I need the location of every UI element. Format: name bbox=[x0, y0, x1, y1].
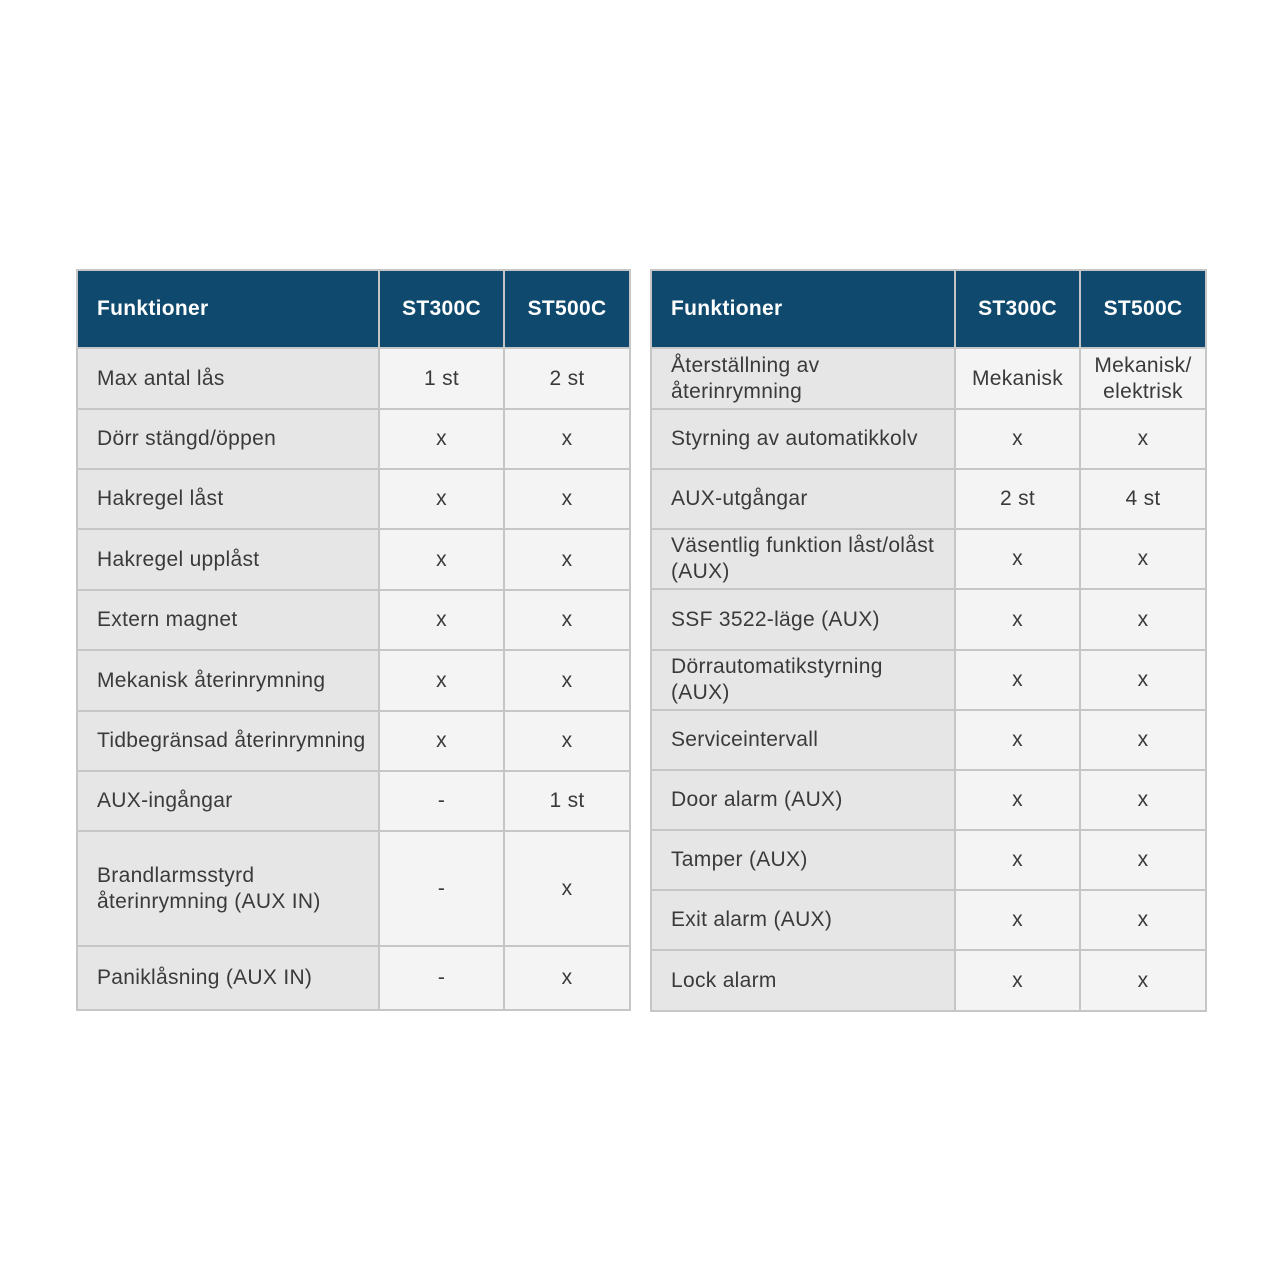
st500c-cell: x bbox=[1080, 650, 1206, 710]
table-row bbox=[651, 710, 1206, 770]
st500c-cell: x bbox=[504, 590, 630, 650]
st500c-cell: x bbox=[1080, 589, 1206, 650]
st300c-cell: - bbox=[379, 946, 504, 1010]
feature-cell: Serviceintervall bbox=[651, 710, 955, 770]
st500c-cell: x bbox=[1080, 830, 1206, 890]
feature-cell: Tidbegränsad återinrymning bbox=[77, 711, 379, 771]
st300c-cell: x bbox=[379, 711, 504, 771]
table-row bbox=[651, 890, 1206, 950]
table-row bbox=[77, 529, 630, 590]
st500c-cell: x bbox=[1080, 710, 1206, 770]
feature-cell: Dörrautomatikstyrning (AUX) bbox=[651, 650, 955, 710]
st500c-cell: x bbox=[504, 711, 630, 771]
st300c-cell: 1 st bbox=[379, 348, 504, 409]
st300c-cell: x bbox=[379, 650, 504, 711]
feature-cell: Exit alarm (AUX) bbox=[651, 890, 955, 950]
table-row bbox=[77, 650, 630, 711]
st300c-cell: x bbox=[955, 650, 1080, 710]
table-row bbox=[77, 409, 630, 469]
feature-cell: AUX-ingångar bbox=[77, 771, 379, 831]
st500c-cell: x bbox=[1080, 770, 1206, 830]
table-row bbox=[651, 950, 1206, 1011]
header-st300c: ST300C bbox=[379, 270, 504, 348]
header-st500c: ST500C bbox=[504, 270, 630, 348]
st500c-cell: x bbox=[1080, 409, 1206, 469]
table-row bbox=[651, 650, 1206, 710]
st300c-cell: x bbox=[379, 529, 504, 590]
table-row bbox=[651, 770, 1206, 830]
header-row bbox=[77, 270, 630, 348]
table-row bbox=[651, 529, 1206, 589]
table-row bbox=[651, 348, 1206, 409]
feature-cell: Återställning av återinrymning bbox=[651, 348, 955, 409]
st500c-cell: x bbox=[504, 409, 630, 469]
st300c-cell: x bbox=[955, 409, 1080, 469]
table-row bbox=[651, 589, 1206, 650]
header-st300c: ST300C bbox=[955, 270, 1080, 348]
st300c-cell: x bbox=[955, 529, 1080, 589]
header-functions: Funktioner bbox=[651, 270, 955, 348]
st300c-cell: 2 st bbox=[955, 469, 1080, 529]
st500c-cell: 1 st bbox=[504, 771, 630, 831]
st300c-cell: x bbox=[379, 469, 504, 529]
feature-cell: Brandlarmsstyrd återinrymning (AUX IN) bbox=[77, 831, 379, 946]
st500c-cell: x bbox=[1080, 950, 1206, 1011]
st500c-cell: x bbox=[504, 946, 630, 1010]
right-feature-table bbox=[650, 269, 1207, 1012]
table-row bbox=[77, 348, 630, 409]
header-functions: Funktioner bbox=[77, 270, 379, 348]
table-row bbox=[651, 409, 1206, 469]
st300c-cell: x bbox=[955, 710, 1080, 770]
st300c-cell: x bbox=[955, 589, 1080, 650]
feature-cell: Hakregel upplåst bbox=[77, 529, 379, 590]
feature-cell: Väsentlig funktion låst/olåst (AUX) bbox=[651, 529, 955, 589]
feature-cell: Mekanisk återinrymning bbox=[77, 650, 379, 711]
left-feature-table bbox=[76, 269, 631, 1011]
header-st500c: ST500C bbox=[1080, 270, 1206, 348]
st300c-cell: - bbox=[379, 831, 504, 946]
st500c-cell: 2 st bbox=[504, 348, 630, 409]
feature-cell: SSF 3522-läge (AUX) bbox=[651, 589, 955, 650]
feature-cell: Lock alarm bbox=[651, 950, 955, 1011]
table-row bbox=[77, 469, 630, 529]
st300c-cell: x bbox=[955, 890, 1080, 950]
st500c-cell: Mekanisk/ elektrisk bbox=[1080, 348, 1206, 409]
st500c-cell: x bbox=[1080, 529, 1206, 589]
feature-cell: Door alarm (AUX) bbox=[651, 770, 955, 830]
st500c-cell: x bbox=[504, 831, 630, 946]
st500c-cell: 4 st bbox=[1080, 469, 1206, 529]
table-row bbox=[77, 831, 630, 946]
feature-cell: Max antal lås bbox=[77, 348, 379, 409]
feature-cell: Paniklåsning (AUX IN) bbox=[77, 946, 379, 1010]
header-row bbox=[651, 270, 1206, 348]
st300c-cell: x bbox=[379, 409, 504, 469]
feature-cell: Extern magnet bbox=[77, 590, 379, 650]
st500c-cell: x bbox=[1080, 890, 1206, 950]
st500c-cell: x bbox=[504, 469, 630, 529]
st300c-cell: Mekanisk bbox=[955, 348, 1080, 409]
table-row bbox=[77, 590, 630, 650]
table-row bbox=[651, 469, 1206, 529]
table-row bbox=[77, 771, 630, 831]
st300c-cell: x bbox=[955, 770, 1080, 830]
table-row bbox=[77, 711, 630, 771]
st500c-cell: x bbox=[504, 529, 630, 590]
feature-cell: Styrning av automatikkolv bbox=[651, 409, 955, 469]
table-row bbox=[77, 946, 630, 1010]
st300c-cell: x bbox=[955, 830, 1080, 890]
st500c-cell: x bbox=[504, 650, 630, 711]
feature-cell: Dörr stängd/öppen bbox=[77, 409, 379, 469]
st300c-cell: x bbox=[379, 590, 504, 650]
table-row bbox=[651, 830, 1206, 890]
st300c-cell: x bbox=[955, 950, 1080, 1011]
feature-cell: Tamper (AUX) bbox=[651, 830, 955, 890]
st300c-cell: - bbox=[379, 771, 504, 831]
feature-cell: Hakregel låst bbox=[77, 469, 379, 529]
feature-cell: AUX-utgångar bbox=[651, 469, 955, 529]
